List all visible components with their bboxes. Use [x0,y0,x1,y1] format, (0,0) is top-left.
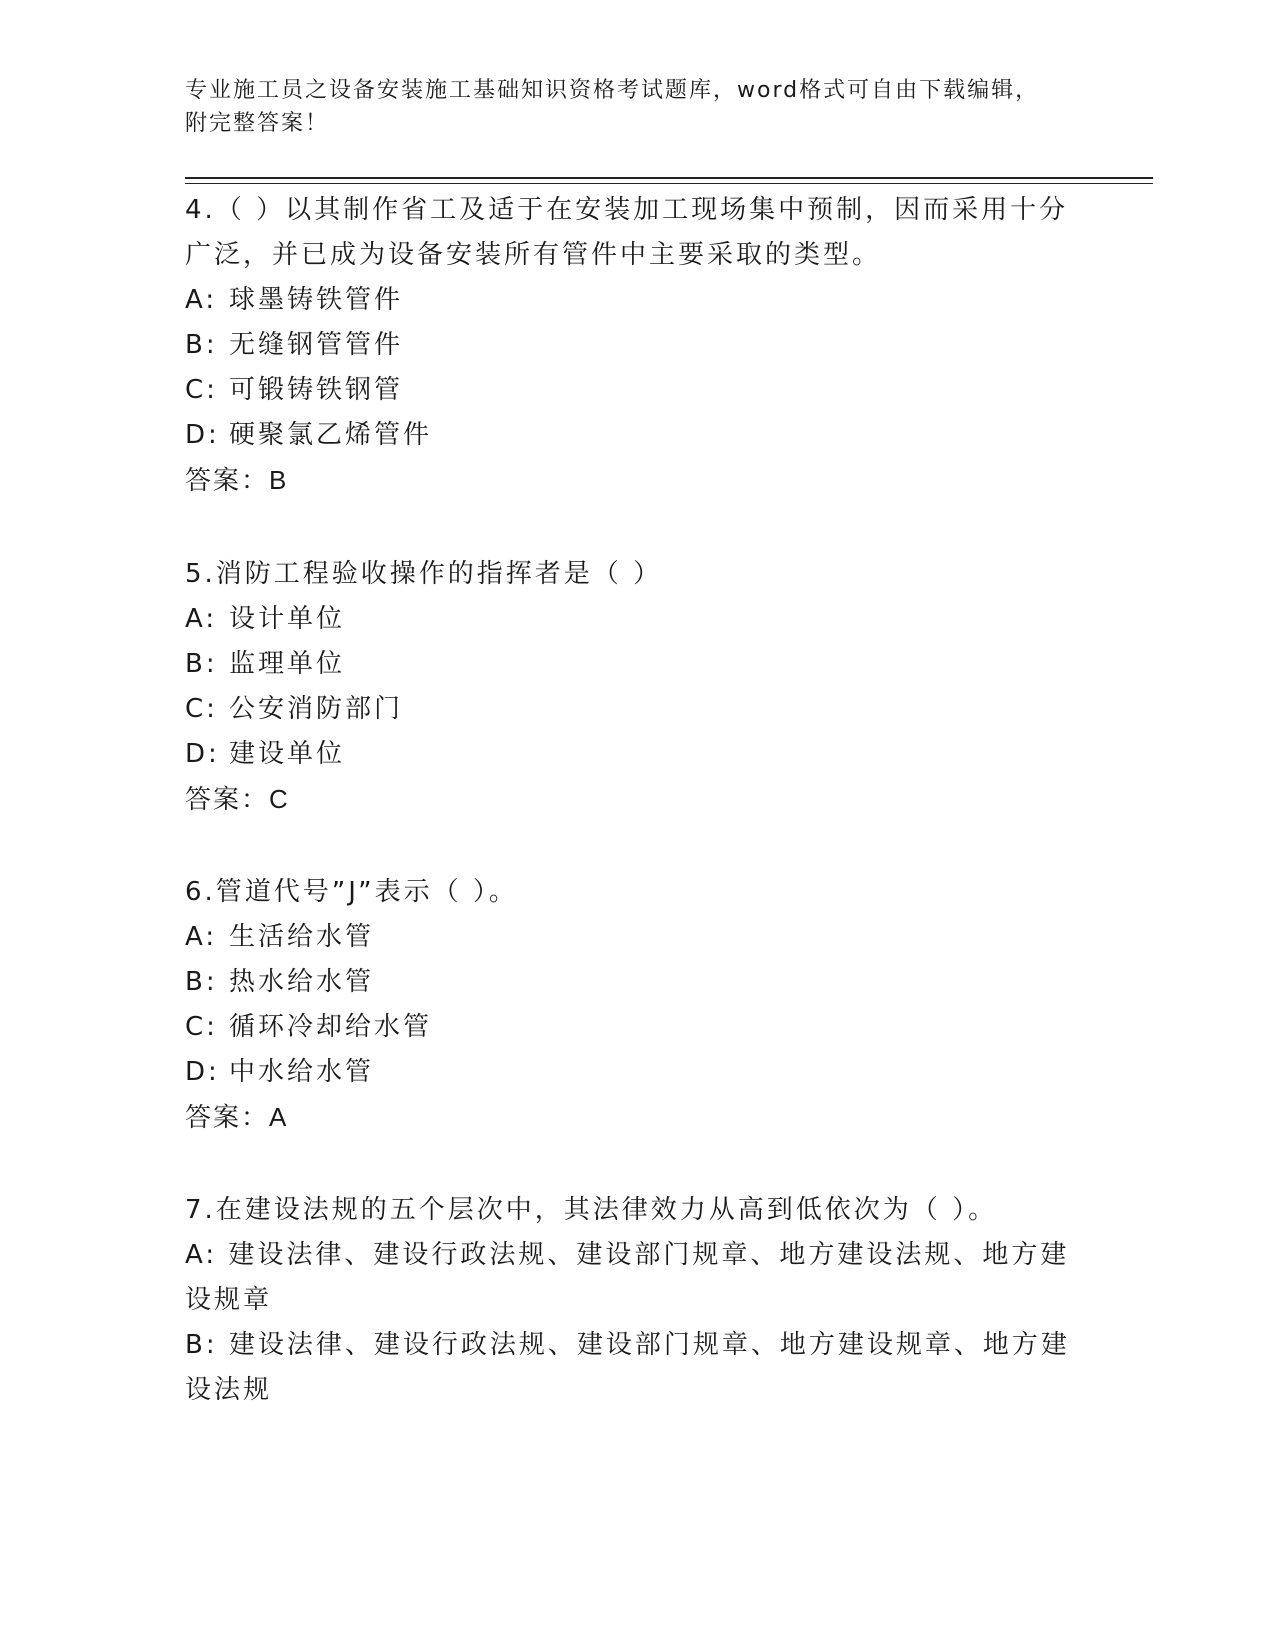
option-text: 球墨铸铁管件 [229,285,404,315]
question-7 [185,1188,1085,1413]
header-divider-thick [185,177,1153,179]
option-text: 建设法律、建设行政法规、建设部门规章、地方建设规章、地方建设法规 [185,1330,1070,1405]
option-b [185,1323,1085,1413]
option-text: 硬聚氯乙烯管件 [229,420,433,450]
question-text: 4.（ ）以其制作省工及适于在安装加工现场集中预制，因而采用十分广泛，并已成为设备安装所有管件中主要采取的类型。 [185,195,1069,270]
option-text: 无缝钢管管件 [229,330,404,360]
question-5 [185,552,1085,822]
option-text: 建设单位 [229,739,346,769]
option-d [185,732,1085,777]
option-text: 热水给水管 [229,967,375,997]
option-letter: B: [185,330,218,360]
option-a [185,1233,1085,1323]
option-c [185,368,1085,413]
option-text: 建设法律、建设行政法规、建设部门规章、地方建设法规、地方建设规章 [185,1240,1070,1315]
option-letter: B: [185,967,218,997]
option-letter: D: [185,420,220,450]
option-text: 中水给水管 [229,1057,375,1087]
option-d [185,1050,1085,1095]
option-c [185,687,1085,732]
option-letter: B: [185,649,218,679]
question-6 [185,870,1085,1140]
document-header [185,74,1085,140]
question-text: 7.在建设法规的五个层次中，其法律效力从高到低依次为（ ）。 [185,1195,998,1225]
option-text: 监理单位 [229,649,346,679]
header-line-1: 专业施工员之设备安装施工基础知识资格考试题库，word格式可自由下载编辑， [185,78,1040,103]
option-letter: C: [185,694,218,724]
header-line-2: 附完整答案！ [185,111,330,136]
option-letter: D: [185,739,220,769]
option-c [185,1005,1085,1050]
question-text: 6.管道代号”J”表示（ ）。 [185,877,518,907]
option-d [185,413,1085,458]
option-letter: B: [185,1330,218,1360]
option-b [185,960,1085,1005]
option-letter: A: [185,604,218,634]
option-letter: A: [185,1240,218,1270]
option-letter: C: [185,375,218,405]
header-divider-thin [185,183,1153,184]
option-a [185,278,1085,323]
option-text: 可锻铸铁钢管 [229,375,404,405]
option-letter: A: [185,922,218,952]
question-4 [185,188,1085,503]
option-letter: D: [185,1057,220,1087]
answer-label: 答案：B [185,465,289,495]
option-b [185,323,1085,368]
answer-label: 答案：A [185,1102,289,1132]
option-a [185,915,1085,960]
option-b [185,642,1085,687]
option-a [185,597,1085,642]
option-text: 循环冷却给水管 [229,1012,433,1042]
option-text: 公安消防部门 [229,694,404,724]
option-text: 设计单位 [229,604,346,634]
option-text: 生活给水管 [229,922,375,952]
option-letter: C: [185,1012,218,1042]
option-letter: A: [185,285,218,315]
question-text: 5.消防工程验收操作的指挥者是（ ） [185,559,663,589]
answer-label: 答案：C [185,784,290,814]
